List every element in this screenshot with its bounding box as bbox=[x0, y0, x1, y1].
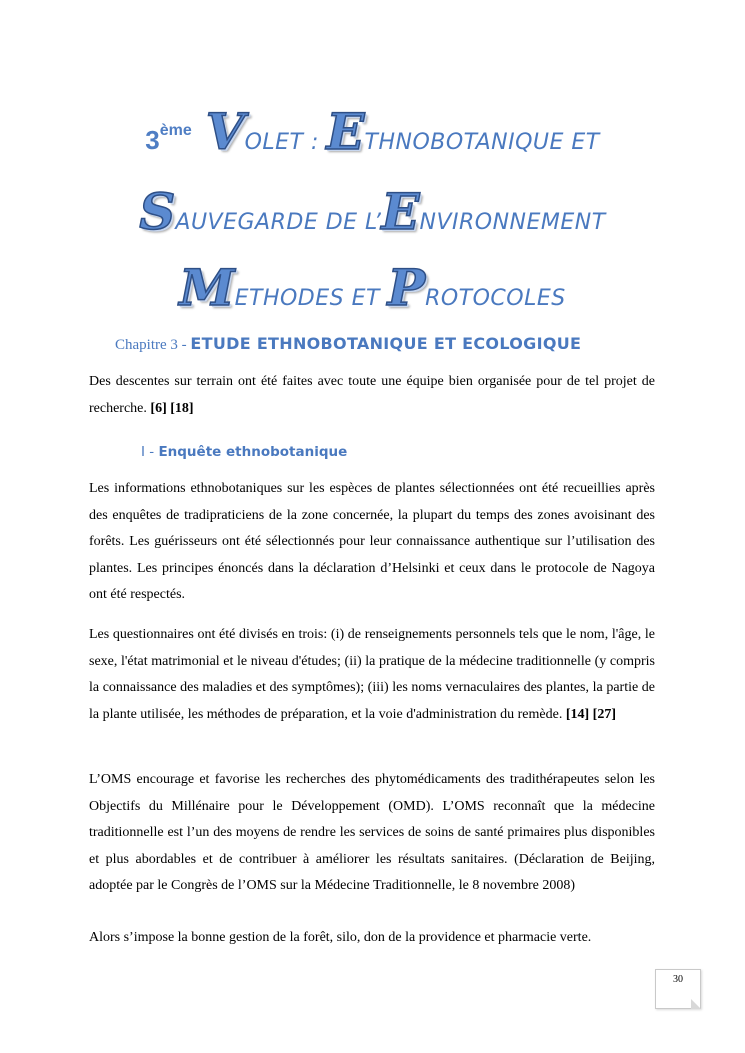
paragraph-2: Les questionnaires ont été divisés en trois: (i) de renseignements personnels tels que le nom, l'âge, le sexe, l'état matrimonial et le niveau d'études; (ii) la pratique de la médecine traditionnelle (y compris la connaissance des maladies et des symptômes); (iii) les noms vernaculaires des plantes, la partie de la plante utilisée, les méthodes de préparation, et la voie d'administration du remède. [14] [27] bbox=[89, 627, 655, 722]
paragraph-2-references: [14] [27] bbox=[565, 706, 616, 722]
intro-references: [6] [18] bbox=[150, 400, 194, 416]
title-text: ETHODES ET bbox=[234, 286, 388, 311]
chapter-prefix: Chapitre 3 - bbox=[115, 337, 191, 353]
section-heading bbox=[141, 444, 347, 460]
title-line-1 bbox=[0, 102, 745, 161]
title-initial: M bbox=[179, 258, 235, 317]
page-number: 30 bbox=[673, 974, 683, 985]
title-initial: V bbox=[205, 102, 245, 161]
title-text: OLET : bbox=[244, 130, 327, 155]
volume-number: 3ème bbox=[145, 122, 192, 155]
paragraph-1: Les informations ethnobotaniques sur les espèces de plantes sélectionnées ont été recueillies après des enquêtes de tradipraticiens de la zone concernée, la plupart du temps des zones avoisinant des forêts. Les guérisseurs ont été sélectionnés pour leur connaissance authentique sur l’utilisation des plantes. Les principes énoncés dans la déclaration d’Helsinki et ceux dans le protocole de Nagoya ont été respectés. bbox=[89, 481, 655, 602]
chapter-title: ETUDE ETHNOBOTANIQUE ET ECOLOGIQUE bbox=[190, 334, 582, 353]
title-initial: E bbox=[326, 102, 365, 161]
paragraph-3: L’OMS encourage et favorise les recherches des phytomédicaments des tradithérapeutes selon les Objectifs du Millénaire pour le Développement (OMD). L’OMS reconnaît que la médecine traditionnelle est l’un des moyens de rendre les services de soins de santé primaires plus disponibles et plus abordables et de contribuer à améliorer les résultats sanitaires. (Déclaration de Beijing, adoptée par le Congrès de l’OMS sur la Médecine Traditionnelle, le 8 novembre 2008) bbox=[89, 772, 655, 893]
title-line-3 bbox=[0, 258, 745, 317]
intro-paragraph: Des descentes sur terrain ont été faites avec toute une équipe bien organisée pour de tel projet de recherche. [6] [18] bbox=[89, 374, 655, 416]
title-text: AUVEGARDE DE L’ bbox=[175, 210, 382, 235]
title-initial: S bbox=[139, 182, 176, 241]
page-fold-icon bbox=[691, 999, 701, 1009]
page-number-box bbox=[655, 969, 701, 1009]
title-initial: P bbox=[387, 258, 426, 317]
paragraph-4: Alors s’impose la bonne gestion de la forêt, silo, don de la providence et pharmacie verte. bbox=[89, 930, 592, 945]
title-text: THNOBOTANIQUE ET bbox=[364, 130, 600, 155]
title-line-2 bbox=[0, 182, 745, 241]
title-text: ROTOCOLES bbox=[425, 286, 566, 311]
title-text: NVIRONNEMENT bbox=[419, 210, 606, 235]
chapter-heading bbox=[115, 334, 581, 354]
section-prefix: I - bbox=[141, 444, 159, 460]
section-title: Enquête ethnobotanique bbox=[158, 444, 348, 460]
title-initial: E bbox=[381, 182, 420, 241]
